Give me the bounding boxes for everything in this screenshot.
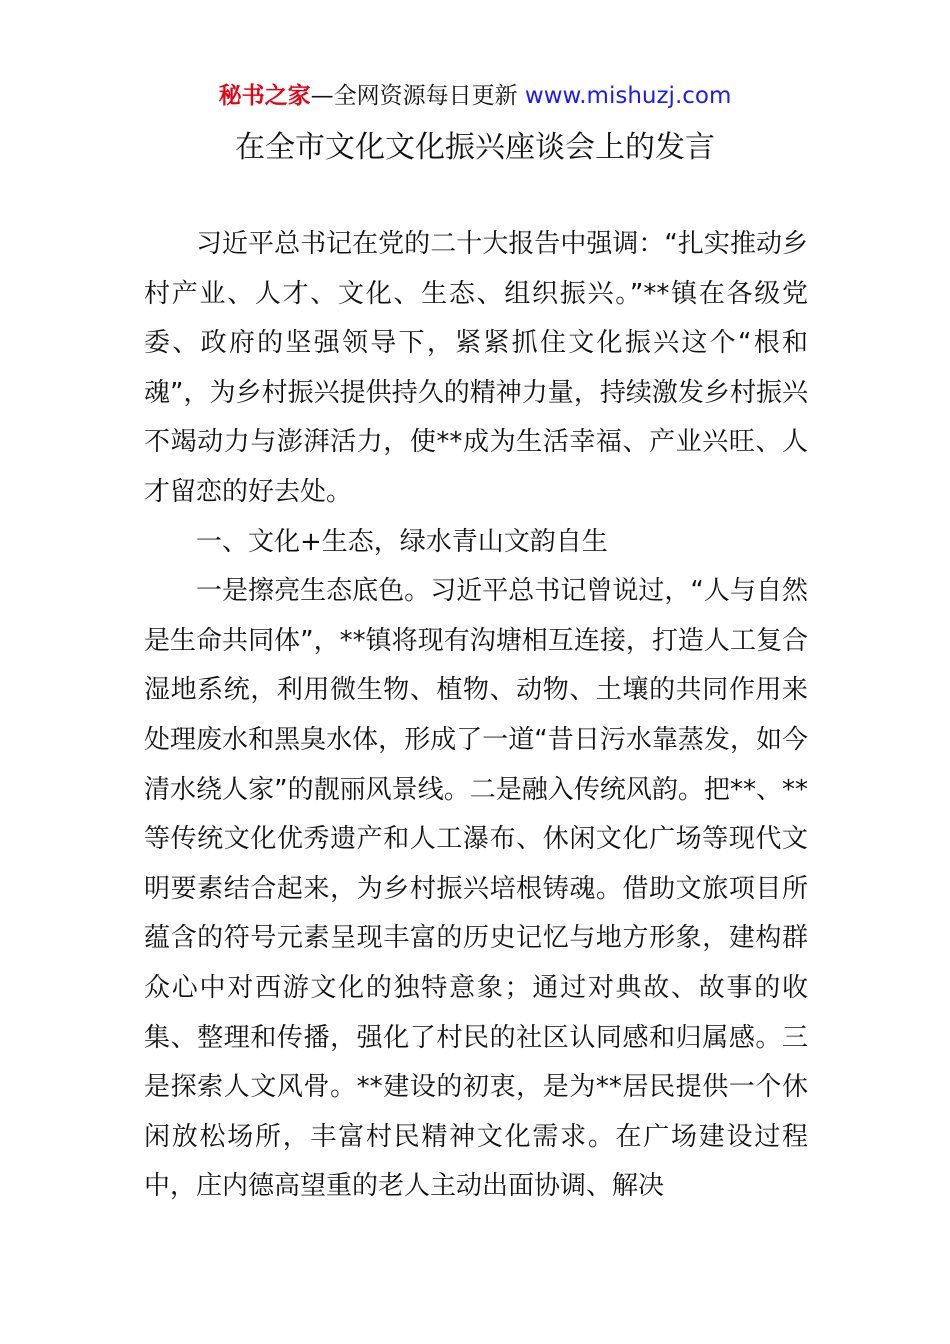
site-url-link[interactable]: www.mishuzj.com — [524, 83, 732, 109]
section-1-paragraph: 一是擦亮生态底色。习近平总书记曾说过，“人与自然是生命共同体”，**镇将现有沟塘相互连接，打造人工复合湿地系统，利用微生物、植物、动物、土壤的共同作用来处理废水和黑臭水体，形成了一道“昔日污水靠蒸发，如今清水绕人家”的靓丽风景线。二是融入传统风韵。把**、**等传统文化优秀遗产和人工瀑布、休闲文化广场等现代文明要素结合起来，为乡村振兴培根铸魂。借助文旅项目所蕴含的符号元素呈现丰富的历史记忆与地方形象，建构群众心中对西游文化的独特意象；通过对典故、故事的收集、整理和传播，强化了村民的社区认同感和归属感。三是探索人文风骨。**建设的初衷，是为**居民提供一个休闲放松场所，丰富村民精神文化需求。在广场建设过程中，庄内德高望重的老人主动出面协调、解决 — [144, 576, 808, 1202]
intro-paragraph: 习近平总书记在党的二十大报告中强调：“扎实推动乡村产业、人才、文化、生态、组织振兴。”**镇在各级党委、政府的坚强领导下，紧紧抓住文化振兴这个“根和魂”，为乡村振兴提供持久的精神力量，持续激发乡村振兴不竭动力与澎湃活力，使**成为生活幸福、产业兴旺、人才留恋的好去处。 — [144, 229, 808, 507]
document-body — [144, 220, 808, 1212]
section-heading-1: 一、文化+生态，绿水青山文韵自生 — [196, 526, 608, 557]
site-tagline: —全网资源每日更新 — [310, 83, 525, 109]
site-banner — [0, 80, 950, 112]
site-brand: 秘书之家 — [218, 83, 311, 109]
document-title: 在全市文化文化振兴座谈会上的发言 — [235, 130, 715, 165]
